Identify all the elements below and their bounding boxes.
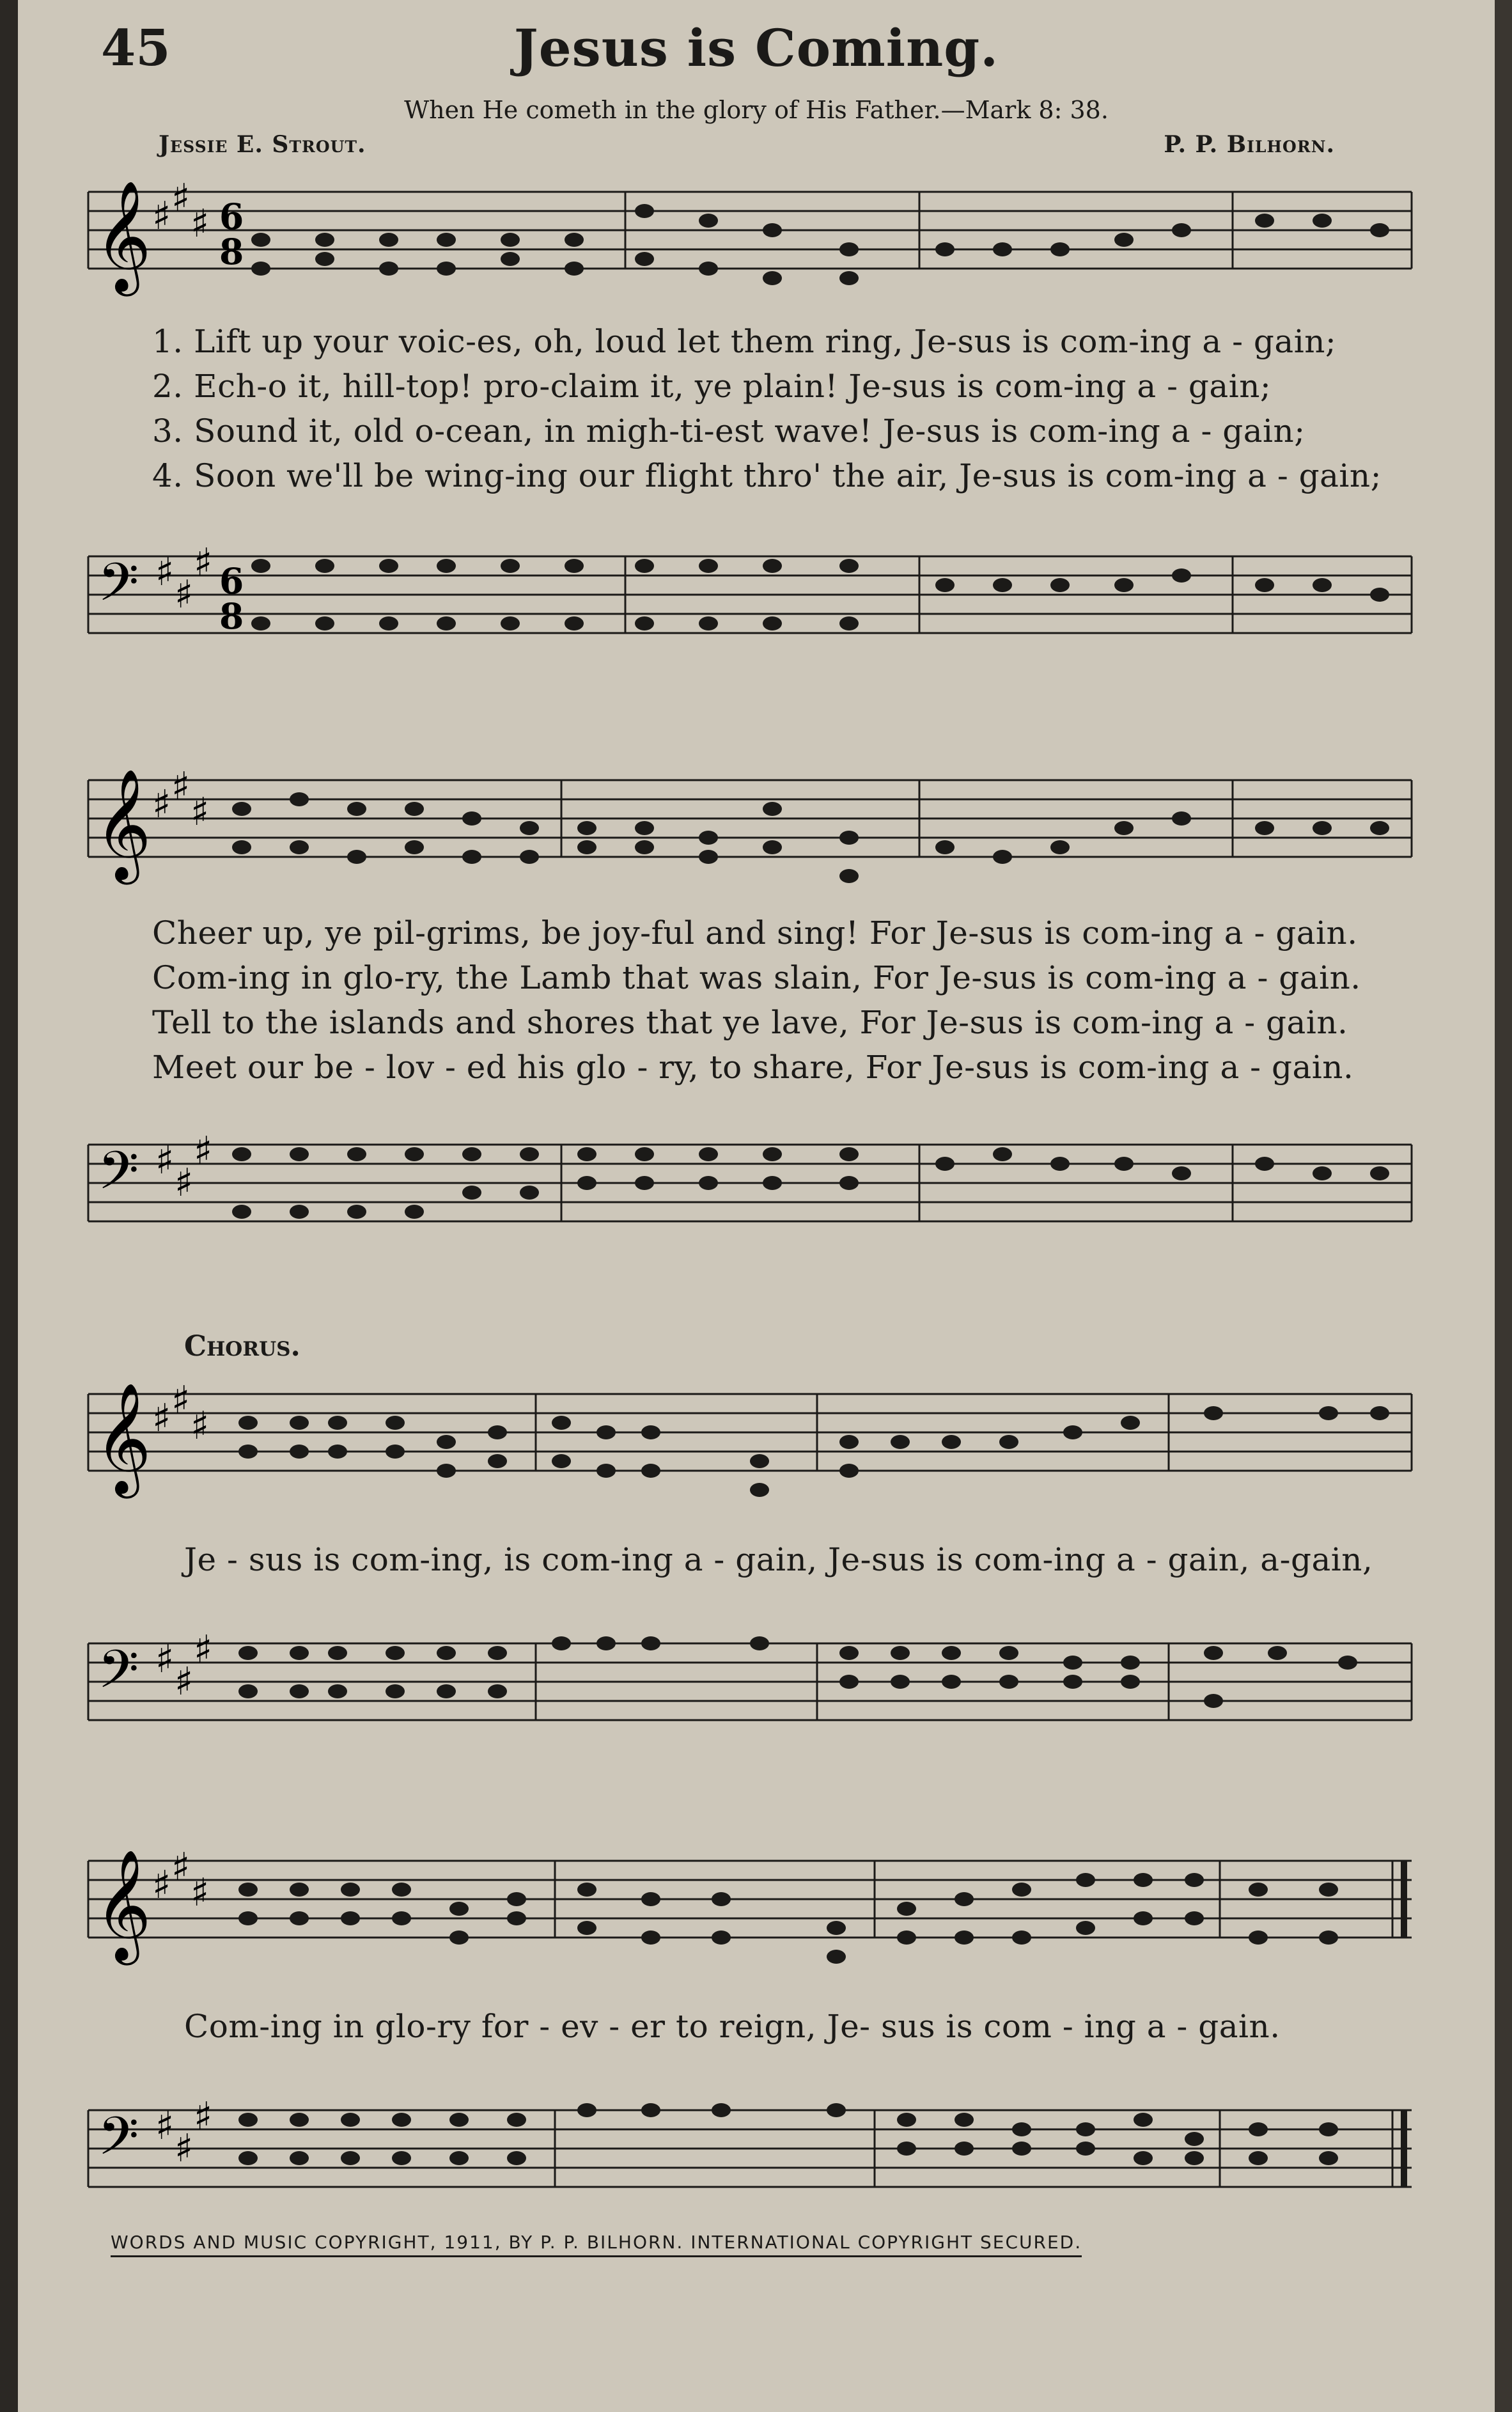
svg-text:♯: ♯ [155, 2104, 175, 2149]
chorus-line-2: Com-ing in glo-ry for - ev - er to reign, Je- sus is com - ing a - gain. [184, 2008, 1281, 2045]
svg-text:𝄢: 𝄢 [98, 1638, 139, 1713]
page-right-shadow [1495, 0, 1512, 2412]
copyright-notice: WORDS AND MUSIC COPYRIGHT, 1911, BY P. P. BILHORN. INTERNATIONAL COPYRIGHT SECURED. [111, 2232, 1082, 2257]
svg-text:𝄢: 𝄢 [98, 1139, 139, 1214]
chorus-line-1: Je - sus is com-ing, is com-ing a - gain, Je-sus is com-ing a - gain, a-gain, [184, 1541, 1373, 1578]
verse-1-line-1: 1. Lift up your voic-es, oh, loud let them ring, Je-sus is com-ing a - gain; [152, 323, 1337, 360]
svg-text:𝄞: 𝄞 [95, 1849, 152, 1961]
treble-staff [75, 735, 1424, 902]
bass-staff [75, 1611, 1424, 1778]
svg-text:♯: ♯ [175, 1161, 194, 1205]
verse-1-line-2: Cheer up, ye pil-grims, be joy-ful and sing! For Je-sus is com-ing a - gain. [152, 914, 1358, 951]
svg-text:♯: ♯ [191, 790, 210, 834]
svg-text:♯: ♯ [191, 1404, 210, 1448]
verse-2-line-2: Com-ing in glo-ry, the Lamb that was slain, For Je-sus is com-ing a - gain. [152, 959, 1361, 996]
svg-text:8: 8 [219, 231, 244, 272]
svg-text:8: 8 [219, 595, 244, 637]
svg-text:♯: ♯ [175, 2126, 194, 2171]
svg-text:♯: ♯ [194, 2094, 213, 2139]
svg-text:♯: ♯ [175, 1659, 194, 1704]
verse-4-line-2: Meet our be - lov - ed his glo - ry, to share, For Je-sus is com-ing a - gain. [152, 1049, 1354, 1086]
svg-text:♯: ♯ [152, 1396, 171, 1441]
verse-3-line-2: Tell to the islands and shores that ye lave, For Je-sus is com-ing a - gain. [152, 1004, 1348, 1041]
svg-text:♯: ♯ [191, 1870, 210, 1915]
scripture-epigraph: When He cometh in the glory of His Father.—Mark 8: 38. [404, 96, 1109, 124]
verse-3-line-1: 3. Sound it, old o-cean, in migh-ti-est wave! Je-sus is com-ing a - gain; [152, 412, 1305, 450]
chorus-label: Chorus. [184, 1330, 300, 1363]
bass-staff [75, 2085, 1424, 2212]
svg-text:𝄢: 𝄢 [98, 551, 139, 626]
treble-staff [75, 1362, 1424, 1509]
svg-text:♯: ♯ [171, 764, 191, 809]
svg-text:𝄞: 𝄞 [95, 180, 152, 292]
treble-staff [75, 1810, 1424, 1982]
svg-text:♯: ♯ [194, 540, 213, 585]
svg-text:𝄞: 𝄞 [95, 769, 152, 880]
svg-text:♯: ♯ [194, 1129, 213, 1173]
svg-text:♯: ♯ [191, 201, 210, 246]
svg-text:♯: ♯ [171, 176, 191, 221]
svg-text:♯: ♯ [152, 782, 171, 827]
svg-text:♯: ♯ [155, 1138, 175, 1183]
svg-text:6: 6 [219, 196, 244, 237]
hymn-page [18, 0, 1495, 2412]
bass-staff [75, 537, 1424, 691]
page-left-shadow [0, 0, 18, 2412]
svg-text:♯: ♯ [171, 1845, 191, 1890]
hymn-title: Jesus is Coming. [513, 18, 999, 78]
svg-text:♯: ♯ [152, 1863, 171, 1907]
composer: P. P. Bilhorn. [1164, 131, 1335, 158]
svg-text:♯: ♯ [155, 1637, 175, 1682]
svg-text:♯: ♯ [171, 1378, 191, 1423]
hymn-number: 45 [101, 19, 171, 77]
svg-text:♯: ♯ [175, 572, 194, 617]
treble-staff [75, 173, 1424, 301]
lyricist: Jessie E. Strout. [159, 131, 366, 158]
svg-text:𝄢: 𝄢 [98, 2105, 139, 2180]
verse-4-line-1: 4. Soon we'll be wing-ing our flight thro' the air, Je-sus is com-ing a - gain; [152, 457, 1382, 494]
svg-text:♯: ♯ [194, 1627, 213, 1672]
svg-text:♯: ♯ [152, 194, 171, 239]
svg-text:6: 6 [219, 560, 244, 602]
bass-staff [75, 1125, 1424, 1279]
svg-text:𝄞: 𝄞 [95, 1382, 152, 1494]
verse-2-line-1: 2. Ech-o it, hill-top! pro-claim it, ye plain! Je-sus is com-ing a - gain; [152, 368, 1272, 405]
svg-text:♯: ♯ [155, 550, 175, 595]
